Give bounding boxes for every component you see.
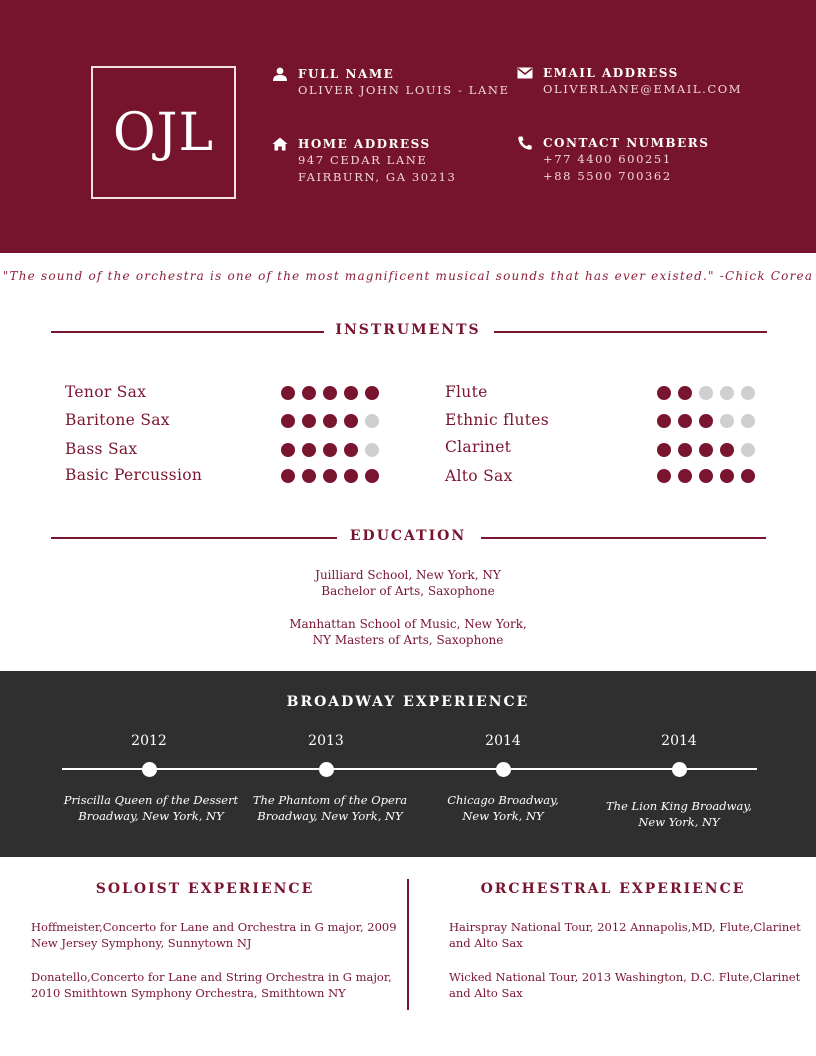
- rating-dot-filled: [344, 414, 358, 428]
- contact-numbers-label: CONTACT NUMBERS: [543, 136, 710, 150]
- rating-dot-empty: [720, 414, 734, 428]
- rating-dot-filled: [323, 414, 337, 428]
- instrument-name: Alto Sax: [445, 467, 513, 485]
- timeline-year: 2012: [131, 733, 167, 749]
- rating-dot-empty: [365, 443, 379, 457]
- rating-dot-filled: [678, 414, 692, 428]
- rating-dot-filled: [741, 469, 755, 483]
- quote: "The sound of the orchestra is one of the most magnificent musical sounds that has ever existed." -Chick Corea: [2, 269, 814, 283]
- timeline-node: [319, 762, 334, 777]
- orchestral-entry: [449, 919, 801, 951]
- rating-dot-empty: [699, 386, 713, 400]
- timeline-line: [62, 768, 757, 770]
- broadway-title: BROADWAY EXPERIENCE: [286, 694, 530, 710]
- phone-number-1: +77 4400 600251: [543, 152, 672, 166]
- education-school: Manhattan School of Music, New York,: [289, 617, 527, 631]
- show-venue: New York, NY: [638, 815, 720, 829]
- skill-rating: [281, 386, 379, 400]
- soloist-entry: [31, 969, 392, 1001]
- rating-dot-empty: [365, 414, 379, 428]
- email-block: [517, 65, 742, 98]
- skill-rating: [281, 469, 379, 483]
- rating-dot-filled: [657, 414, 671, 428]
- education-title: EDUCATION: [349, 528, 467, 544]
- show-title: The Phantom of the Opera: [252, 793, 408, 807]
- education-degree: Bachelor of Arts, Saxophone: [321, 584, 495, 598]
- rating-dot-filled: [657, 469, 671, 483]
- orchestral-entry: [449, 969, 800, 1001]
- home-address-block: [272, 136, 456, 186]
- orchestral-title: ORCHESTRAL EXPERIENCE: [480, 881, 746, 897]
- rating-dot-filled: [323, 386, 337, 400]
- resume-header: [0, 0, 816, 253]
- timeline-year: 2014: [661, 733, 697, 749]
- rating-dot-empty: [741, 414, 755, 428]
- education-degree: NY Masters of Arts, Saxophone: [312, 633, 504, 647]
- skill-rating: [657, 414, 755, 428]
- timeline-node: [142, 762, 157, 777]
- show-venue: New York, NY: [462, 809, 544, 823]
- envelope-icon: [517, 66, 533, 80]
- rating-dot-filled: [699, 443, 713, 457]
- entry-line: Hairspray National Tour, 2012 Annapolis,MD, Flute,Clarinet: [449, 920, 801, 934]
- full-name-label: FULL NAME: [298, 67, 395, 81]
- rating-dot-filled: [302, 469, 316, 483]
- skill-rating: [657, 386, 755, 400]
- entry-line: New Jersey Symphony, Sunnytown NJ: [31, 936, 252, 950]
- rating-dot-filled: [302, 443, 316, 457]
- skill-rating: [657, 443, 755, 457]
- rating-dot-filled: [344, 386, 358, 400]
- rating-dot-filled: [344, 443, 358, 457]
- home-address-label: HOME ADDRESS: [298, 137, 431, 151]
- rating-dot-filled: [281, 469, 295, 483]
- rating-dot-filled: [281, 414, 295, 428]
- rating-dot-filled: [699, 469, 713, 483]
- education-entry: [0, 616, 816, 648]
- timeline-year: 2014: [485, 733, 521, 749]
- entry-line: Donatello,Concerto for Lane and String Orchestra in G major,: [31, 970, 392, 984]
- monogram: [91, 66, 236, 199]
- rating-dot-filled: [657, 386, 671, 400]
- rating-dot-filled: [323, 469, 337, 483]
- timeline-description: [56, 792, 246, 824]
- show-title: Chicago Broadway,: [447, 793, 559, 807]
- timeline-description: [408, 792, 598, 824]
- rating-dot-filled: [365, 469, 379, 483]
- broadway-section: [0, 671, 816, 857]
- show-title: The Lion King Broadway,: [606, 799, 752, 813]
- home-address-line1: 947 CEDAR LANE: [298, 153, 428, 167]
- skill-rating: [281, 414, 379, 428]
- entry-line: Wicked National Tour, 2013 Washington, D.C. Flute,Clarinet: [449, 970, 801, 984]
- rating-dot-filled: [281, 386, 295, 400]
- rating-dot-filled: [281, 443, 295, 457]
- full-name-value: OLIVER JOHN LOUIS - LANE: [298, 83, 510, 97]
- rating-dot-filled: [678, 443, 692, 457]
- timeline-node: [496, 762, 511, 777]
- instruments-title: INSTRUMENTS: [335, 322, 481, 338]
- phone-icon: [517, 136, 533, 150]
- rating-dot-filled: [302, 386, 316, 400]
- entry-line: and Alto Sax: [449, 936, 523, 950]
- home-icon: [272, 137, 288, 151]
- education-school: Juilliard School, New York, NY: [315, 568, 501, 582]
- soloist-title: SOLOIST EXPERIENCE: [95, 881, 315, 897]
- education-entry: [0, 567, 816, 599]
- rating-dot-filled: [657, 443, 671, 457]
- rating-dot-empty: [741, 386, 755, 400]
- instrument-name: Clarinet: [445, 438, 512, 456]
- skill-rating: [657, 469, 755, 483]
- rating-dot-filled: [302, 414, 316, 428]
- rating-dot-filled: [344, 469, 358, 483]
- rating-dot-filled: [720, 443, 734, 457]
- email-label: EMAIL ADDRESS: [543, 66, 679, 80]
- soloist-entry: [31, 919, 397, 951]
- skill-rating: [281, 443, 379, 457]
- show-venue: Broadway, New York, NY: [78, 809, 224, 823]
- instrument-name: Basic Percussion: [65, 466, 203, 484]
- instrument-name: Ethnic flutes: [445, 411, 550, 429]
- show-title: Priscilla Queen of the Dessert: [63, 793, 239, 807]
- email-value: OLIVERLANE@EMAIL.COM: [543, 82, 743, 96]
- instrument-name: Bass Sax: [65, 440, 138, 458]
- contact-numbers-block: [517, 135, 709, 185]
- entry-line: 2010 Smithtown Symphony Orchestra, Smithtown NY: [31, 986, 346, 1000]
- timeline-description: [235, 792, 425, 824]
- rating-dot-filled: [678, 469, 692, 483]
- instrument-name: Tenor Sax: [65, 383, 147, 401]
- education-heading: [0, 528, 816, 548]
- rating-dot-filled: [678, 386, 692, 400]
- instrument-name: Flute: [445, 383, 488, 401]
- instruments-heading: [0, 322, 816, 342]
- home-address-line2: FAIRBURN, GA 30213: [298, 170, 457, 184]
- rating-dot-filled: [323, 443, 337, 457]
- column-divider: [407, 879, 409, 1010]
- show-venue: Broadway, New York, NY: [257, 809, 403, 823]
- timeline-description: [584, 798, 774, 830]
- timeline-year: 2013: [308, 733, 344, 749]
- rating-dot-empty: [741, 443, 755, 457]
- monogram-text: OJL: [112, 102, 214, 163]
- instrument-name: Baritone Sax: [65, 411, 170, 429]
- rating-dot-filled: [699, 414, 713, 428]
- rating-dot-filled: [720, 469, 734, 483]
- full-name-block: [272, 66, 510, 99]
- person-icon: [272, 67, 288, 81]
- phone-number-2: +88 5500 700362: [543, 169, 672, 183]
- entry-line: and Alto Sax: [449, 986, 523, 1000]
- entry-line: Hoffmeister,Concerto for Lane and Orchestra in G major, 2009: [31, 920, 397, 934]
- timeline-node: [672, 762, 687, 777]
- rating-dot-empty: [720, 386, 734, 400]
- rating-dot-filled: [365, 386, 379, 400]
